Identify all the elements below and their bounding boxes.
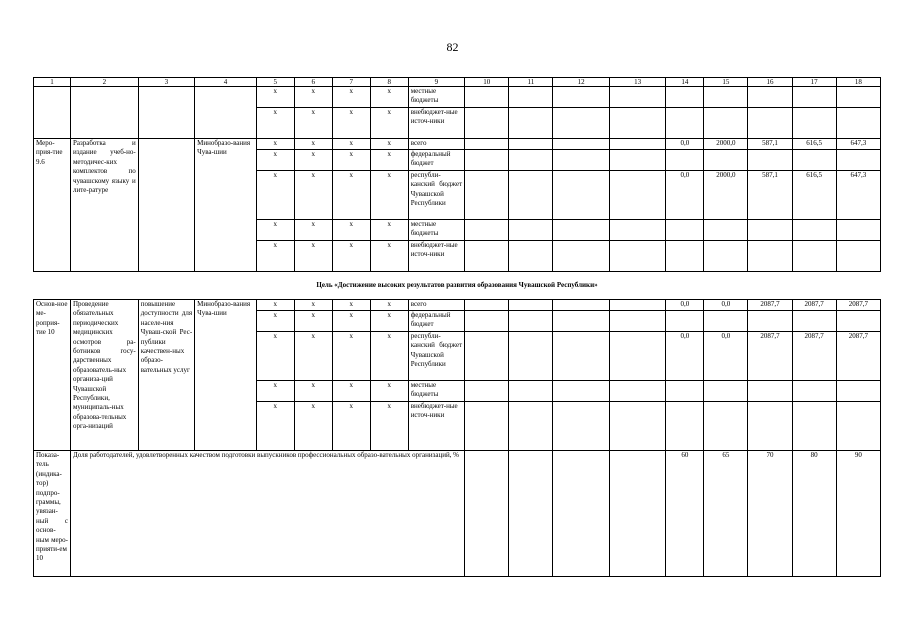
year-value [748, 381, 792, 402]
year-value [748, 241, 792, 272]
indicator-row [34, 451, 881, 577]
year-value: 2087,7 [836, 300, 880, 311]
x-mark: x [332, 171, 370, 220]
year-value: 0,0 [704, 300, 748, 311]
empty-cell [609, 451, 665, 577]
x-mark: x [370, 150, 408, 171]
x-mark: x [370, 139, 408, 150]
indicator-label: Показа-тель (индика-тор) подпро-граммы, увязан-ный с основ-ным меро-прияти-ем 10 [34, 451, 71, 577]
empty-cell [509, 381, 553, 402]
empty-cell [609, 87, 665, 108]
header-cell: 6 [294, 78, 332, 87]
year-value [666, 150, 704, 171]
year-value [748, 311, 792, 332]
year-value [792, 150, 836, 171]
x-mark: x [294, 300, 332, 311]
empty-cell [609, 108, 665, 139]
empty-cell [465, 402, 509, 451]
year-value [666, 108, 704, 139]
year-value [666, 311, 704, 332]
year-value: 2087,7 [748, 300, 792, 311]
header-cell: 10 [465, 78, 509, 87]
year-value: 587,1 [748, 139, 792, 150]
indicator-value: 90 [836, 451, 880, 577]
x-mark: x [256, 241, 294, 272]
empty-cell [609, 139, 665, 150]
year-value [792, 381, 836, 402]
empty-cell [553, 381, 609, 402]
activity-cell: Меро-прия-тие 9.6 [34, 139, 71, 272]
empty-cell [509, 311, 553, 332]
year-value [704, 311, 748, 332]
empty-cell [609, 220, 665, 241]
funding-source: республи-канский бюджет Чувашской Республики [408, 171, 464, 220]
x-mark: x [370, 220, 408, 241]
year-value [666, 241, 704, 272]
header-cell: 11 [509, 78, 553, 87]
year-value [704, 220, 748, 241]
year-value [836, 241, 880, 272]
x-mark: x [370, 381, 408, 402]
empty-cell [509, 402, 553, 451]
empty-cell [465, 220, 509, 241]
year-value [792, 311, 836, 332]
year-value [748, 220, 792, 241]
description-cell [70, 87, 138, 139]
x-mark: x [256, 108, 294, 139]
funding-source: республи-канский бюджет Чувашской Республики [408, 332, 464, 381]
x-mark: x [294, 220, 332, 241]
empty-cell [465, 87, 509, 108]
year-value [836, 220, 880, 241]
year-value: 2087,7 [836, 332, 880, 381]
empty-cell [465, 300, 509, 311]
x-mark: x [294, 241, 332, 272]
year-value: 0,0 [666, 332, 704, 381]
header-cell: 15 [704, 78, 748, 87]
empty-cell [509, 108, 553, 139]
empty-cell [465, 171, 509, 220]
x-mark: x [256, 220, 294, 241]
x-mark: x [256, 311, 294, 332]
empty-cell [609, 381, 665, 402]
empty-cell [553, 332, 609, 381]
x-mark: x [332, 402, 370, 451]
year-value [666, 402, 704, 451]
x-mark: x [294, 171, 332, 220]
year-value: 0,0 [666, 171, 704, 220]
empty-cell [465, 139, 509, 150]
table-row [34, 139, 881, 150]
header-cell: 17 [792, 78, 836, 87]
empty-cell [553, 108, 609, 139]
x-mark: x [256, 139, 294, 150]
year-value [792, 87, 836, 108]
year-value [748, 402, 792, 451]
funding-source: всего [408, 139, 464, 150]
activity-cell: Основ-ное ме-роприя-тие 10 [34, 300, 71, 451]
year-value [704, 402, 748, 451]
empty-cell [509, 87, 553, 108]
empty-cell [509, 332, 553, 381]
x-mark: x [294, 150, 332, 171]
year-value [792, 402, 836, 451]
x-mark: x [370, 241, 408, 272]
empty-cell [509, 220, 553, 241]
x-mark: x [256, 87, 294, 108]
year-value [792, 241, 836, 272]
indicator-value: 65 [704, 451, 748, 577]
year-value [836, 311, 880, 332]
header-cell: 7 [332, 78, 370, 87]
executor-cell: Минобразо-вания Чува-шии [195, 300, 257, 451]
header-cell: 13 [609, 78, 665, 87]
executor-cell [195, 87, 257, 139]
header-cell: 8 [370, 78, 408, 87]
empty-cell [553, 241, 609, 272]
page-number: 82 [446, 40, 459, 54]
goal-cell [138, 87, 194, 139]
x-mark: x [332, 220, 370, 241]
header-cell: 14 [666, 78, 704, 87]
table-row [34, 300, 881, 311]
empty-cell [509, 451, 553, 577]
empty-cell [465, 381, 509, 402]
year-value: 2087,7 [792, 300, 836, 311]
year-value: 616,5 [792, 139, 836, 150]
empty-cell [509, 139, 553, 150]
indicator-value: 70 [748, 451, 792, 577]
x-mark: x [332, 332, 370, 381]
x-mark: x [256, 402, 294, 451]
goal-cell: повышение доступности для населе-ния Чуваш-ской Рес-публики качествен-ных образо-вательных услуг [138, 300, 194, 451]
x-mark: x [370, 402, 408, 451]
funding-source: внебюджет-ные источ-ники [408, 241, 464, 272]
empty-cell [509, 171, 553, 220]
empty-cell [465, 451, 509, 577]
year-value [836, 381, 880, 402]
header-cell: 9 [408, 78, 464, 87]
year-value [792, 220, 836, 241]
empty-cell [609, 402, 665, 451]
year-value [836, 87, 880, 108]
funding-source: местные бюджеты [408, 87, 464, 108]
year-value: 616,5 [792, 171, 836, 220]
year-value [704, 108, 748, 139]
empty-cell [553, 300, 609, 311]
year-value: 0,0 [666, 139, 704, 150]
year-value: 0,0 [666, 300, 704, 311]
year-value [666, 220, 704, 241]
table-row [34, 87, 881, 108]
x-mark: x [294, 311, 332, 332]
header-cell: 3 [138, 78, 194, 87]
year-value: 2000,0 [704, 171, 748, 220]
empty-cell [465, 108, 509, 139]
funding-source: местные бюджеты [408, 220, 464, 241]
activity-cell [34, 87, 71, 139]
x-mark: x [370, 108, 408, 139]
empty-cell [553, 139, 609, 150]
empty-cell [609, 150, 665, 171]
year-value: 0,0 [704, 332, 748, 381]
funding-source: местные бюджеты [408, 381, 464, 402]
x-mark: x [332, 300, 370, 311]
year-value [704, 87, 748, 108]
funding-source: федеральный бюджет [408, 150, 464, 171]
x-mark: x [370, 332, 408, 381]
x-mark: x [256, 300, 294, 311]
empty-cell [553, 150, 609, 171]
empty-cell [609, 241, 665, 272]
year-value [666, 381, 704, 402]
year-value [704, 241, 748, 272]
header-cell: 4 [195, 78, 257, 87]
x-mark: x [332, 381, 370, 402]
year-value [792, 108, 836, 139]
year-value [704, 381, 748, 402]
empty-cell [553, 220, 609, 241]
year-value [748, 150, 792, 171]
empty-cell [609, 332, 665, 381]
header-cell: 18 [836, 78, 880, 87]
year-value [836, 108, 880, 139]
goal-cell [138, 139, 194, 272]
year-value [836, 402, 880, 451]
x-mark: x [370, 311, 408, 332]
empty-cell [465, 332, 509, 381]
x-mark: x [294, 139, 332, 150]
indicator-value: 60 [666, 451, 704, 577]
header-cell: 16 [748, 78, 792, 87]
empty-cell [465, 311, 509, 332]
year-value [836, 150, 880, 171]
empty-cell [553, 311, 609, 332]
x-mark: x [256, 171, 294, 220]
year-value: 2000,0 [704, 139, 748, 150]
x-mark: x [256, 381, 294, 402]
year-value [748, 108, 792, 139]
header-cell: 12 [553, 78, 609, 87]
goal-title: Цель «Достижение высоких результатов развития образования Чувашской Республики» [34, 272, 881, 300]
indicator-value: 80 [792, 451, 836, 577]
x-mark: x [256, 332, 294, 381]
funding-source: федеральный бюджет [408, 311, 464, 332]
funding-source: всего [408, 300, 464, 311]
x-mark: x [294, 381, 332, 402]
budget-table [33, 77, 881, 577]
empty-cell [609, 171, 665, 220]
empty-cell [509, 241, 553, 272]
x-mark: x [370, 300, 408, 311]
year-value: 2087,7 [748, 332, 792, 381]
x-mark: x [256, 150, 294, 171]
x-mark: x [294, 87, 332, 108]
year-value [704, 150, 748, 171]
empty-cell [609, 311, 665, 332]
x-mark: x [294, 332, 332, 381]
x-mark: x [332, 241, 370, 272]
empty-cell [553, 451, 609, 577]
year-value: 587,1 [748, 171, 792, 220]
empty-cell [465, 241, 509, 272]
x-mark: x [332, 150, 370, 171]
header-cell: 1 [34, 78, 71, 87]
x-mark: x [294, 402, 332, 451]
x-mark: x [294, 108, 332, 139]
description-cell: Разработка и издание учеб-но-методичес-ких комплектов по чувашскому языку и лите-ратуре [70, 139, 138, 272]
year-value [666, 87, 704, 108]
empty-cell [509, 150, 553, 171]
empty-cell [609, 300, 665, 311]
description-cell: Проведение обязательных периодических медицинских осмотров ра-ботников госу-дарственных образователь-ных организа-ций Чувашской Республики, муниципаль-ных образова-тельных орга-низаций [70, 300, 138, 451]
funding-source: внебюджет-ные источ-ники [408, 108, 464, 139]
header-row [34, 78, 881, 87]
empty-cell [553, 171, 609, 220]
header-cell: 5 [256, 78, 294, 87]
x-mark: x [370, 87, 408, 108]
year-value: 647,3 [836, 171, 880, 220]
empty-cell [553, 402, 609, 451]
goal-row [34, 272, 881, 300]
empty-cell [509, 300, 553, 311]
indicator-text: Доля работодателей, удовлетворенных качеством подготовки выпускников профессиональных образо-вательных организаций, % [70, 451, 464, 577]
empty-cell [465, 150, 509, 171]
year-value: 647,3 [836, 139, 880, 150]
executor-cell: Минобразо-вания Чува-шии [195, 139, 257, 272]
x-mark: x [370, 171, 408, 220]
year-value [748, 87, 792, 108]
empty-cell [553, 87, 609, 108]
header-cell: 2 [70, 78, 138, 87]
x-mark: x [332, 108, 370, 139]
x-mark: x [332, 311, 370, 332]
x-mark: x [332, 139, 370, 150]
year-value: 2087,7 [792, 332, 836, 381]
x-mark: x [332, 87, 370, 108]
funding-source: внебюджет-ные источ-ники [408, 402, 464, 451]
